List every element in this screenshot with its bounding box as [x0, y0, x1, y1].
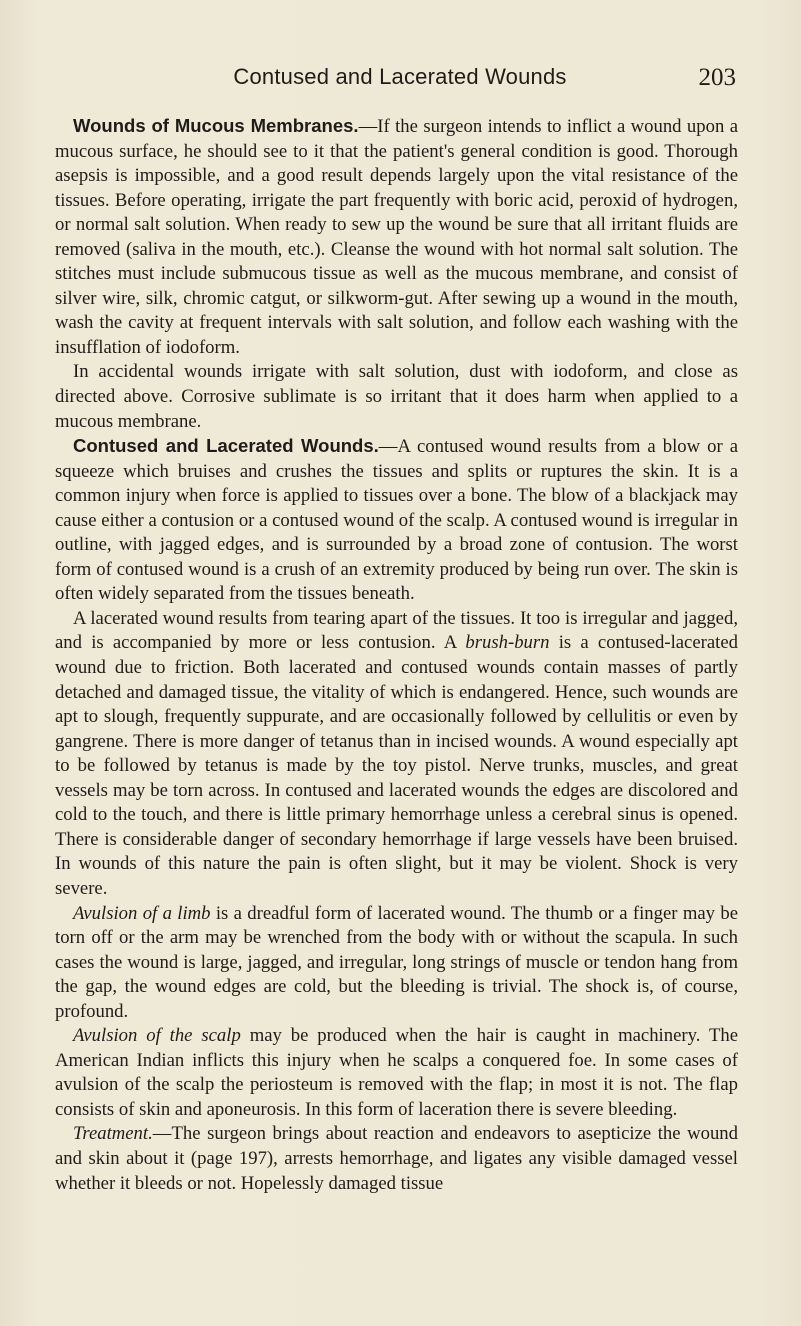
section-heading-mucous-membranes: Wounds of Mucous Membranes. [73, 115, 359, 136]
paragraph-text: In accidental wounds irrigate with salt solution, dust with iodoform, and close as directed above. Corrosive sublimate is so irritant that it does harm when applied to a mucous membrane. [55, 361, 738, 432]
paragraph-text: may be produced when the hair is caught in machinery. The American Indian inflicts this injury when he scalps a conquered foe. In some cases of avulsion of the scalp the periosteum is removed with the flap; in most it is not. The flap consists of skin and aponeurosis. In this form of laceration there is severe bleeding. [55, 1025, 738, 1120]
paragraph-mucous-membranes [55, 114, 738, 360]
paragraph-text: is a contused-lacerated wound due to friction. Both lacerated and contused wounds contain masses of partly detached and damaged tissue, the vitality of which is endangered. Hence, such wounds are apt to slough, frequently suppurate, and are occasionally followed by cellulitis or even by gangrene. There is more danger of tetanus than in incised wounds. A wound especially apt to be followed by tetanus is made by the toy pistol. Nerve trunks, muscles, and great vessels may be torn across. In contused and lacerated wounds the edges are discolored and cold to the touch, and there is little primary hemorrhage unless a cerebral sinus is opened. There is considerable danger of secondary hemorrhage if large vessels have been bruised. In wounds of this nature the pain is often slight, but it may be violent. Shock is very severe. [55, 632, 738, 899]
paragraph-text: A lacerated wound results from tearing apart of the tissues. It too is irregular and jagged, and is accompanied by more or less contusion. A [55, 607, 738, 654]
paragraph-contused-wounds [55, 434, 738, 607]
term-avulsion-scalp: Avulsion of the scalp [73, 1025, 241, 1047]
section-heading-contused-lacerated: Contused and Lacerated Wounds. [73, 435, 379, 457]
paragraph-accidental-wounds [55, 360, 738, 434]
paragraph-lacerated-wounds [55, 607, 738, 902]
term-treatment: Treatment. [73, 1123, 153, 1145]
paragraph-text: is a dreadful form of lacerated wound. The thumb or a finger may be torn off or the arm may be wrenched from the body with or without the scapula. In such cases the wound is large, jagged, and irregular, long strings of muscle or tendon hang from the gap, the wound edges are cold, but the bleeding is trivial. The shock is, of course, profound. [55, 902, 738, 1022]
paragraph-avulsion-scalp [55, 1024, 738, 1122]
paragraph-avulsion-limb [55, 902, 738, 1025]
paragraph-text: —The surgeon brings about reaction and endeavors to asepticize the wound and skin about it (page 197), arrests hemorrhage, and ligates any visible damaged vessel whether it bleeds or not. Hopelessly damaged tissue [55, 1123, 738, 1194]
paragraph-treatment [55, 1122, 738, 1196]
paragraph-text: —A contused wound results from a blow or a squeeze which bruises and crushes the tissues and splits or ruptures the skin. It is a common injury when force is applied to tissues over a bone. The blow of a blackjack may cause either a contusion or a contused wound of the scalp. A contused wound is irregular in outline, with jagged edges, and is surrounded by a broad zone of contusion. The worst form of contused wound is a crush of an extremity produced by being run over. The skin is often widely separated from the tissues beneath. [55, 436, 738, 605]
term-brush-burn: brush-burn [465, 632, 550, 654]
running-title: Contused and Lacerated Wounds [233, 64, 567, 89]
body-text [55, 114, 738, 1196]
term-avulsion-limb: Avulsion of a limb [73, 902, 211, 924]
page-number: 203 [698, 64, 736, 91]
running-header [64, 64, 736, 98]
paragraph-text: —If the surgeon intends to inflict a wound upon a mucous surface, he should see to it that the patient's general condition is good. Thorough asepsis is impossible, and a good result depends largely upon the vital resistance of the tissues. Before operating, irrigate the part frequently with boric acid, peroxid of hydrogen, or normal salt solution. When ready to sew up the wound be sure that all irritant fluids are removed (saliva in the mouth, etc.). Cleanse the wound with hot normal salt solution. The stitches must include submucous tissue as well as the mucous membrane, and consist of silver wire, silk, chromic catgut, or silkworm-gut. After sewing up a wound in the mouth, wash the cavity at frequent intervals with salt solution, and follow each washing with the insufflation of iodoform. [55, 116, 738, 358]
